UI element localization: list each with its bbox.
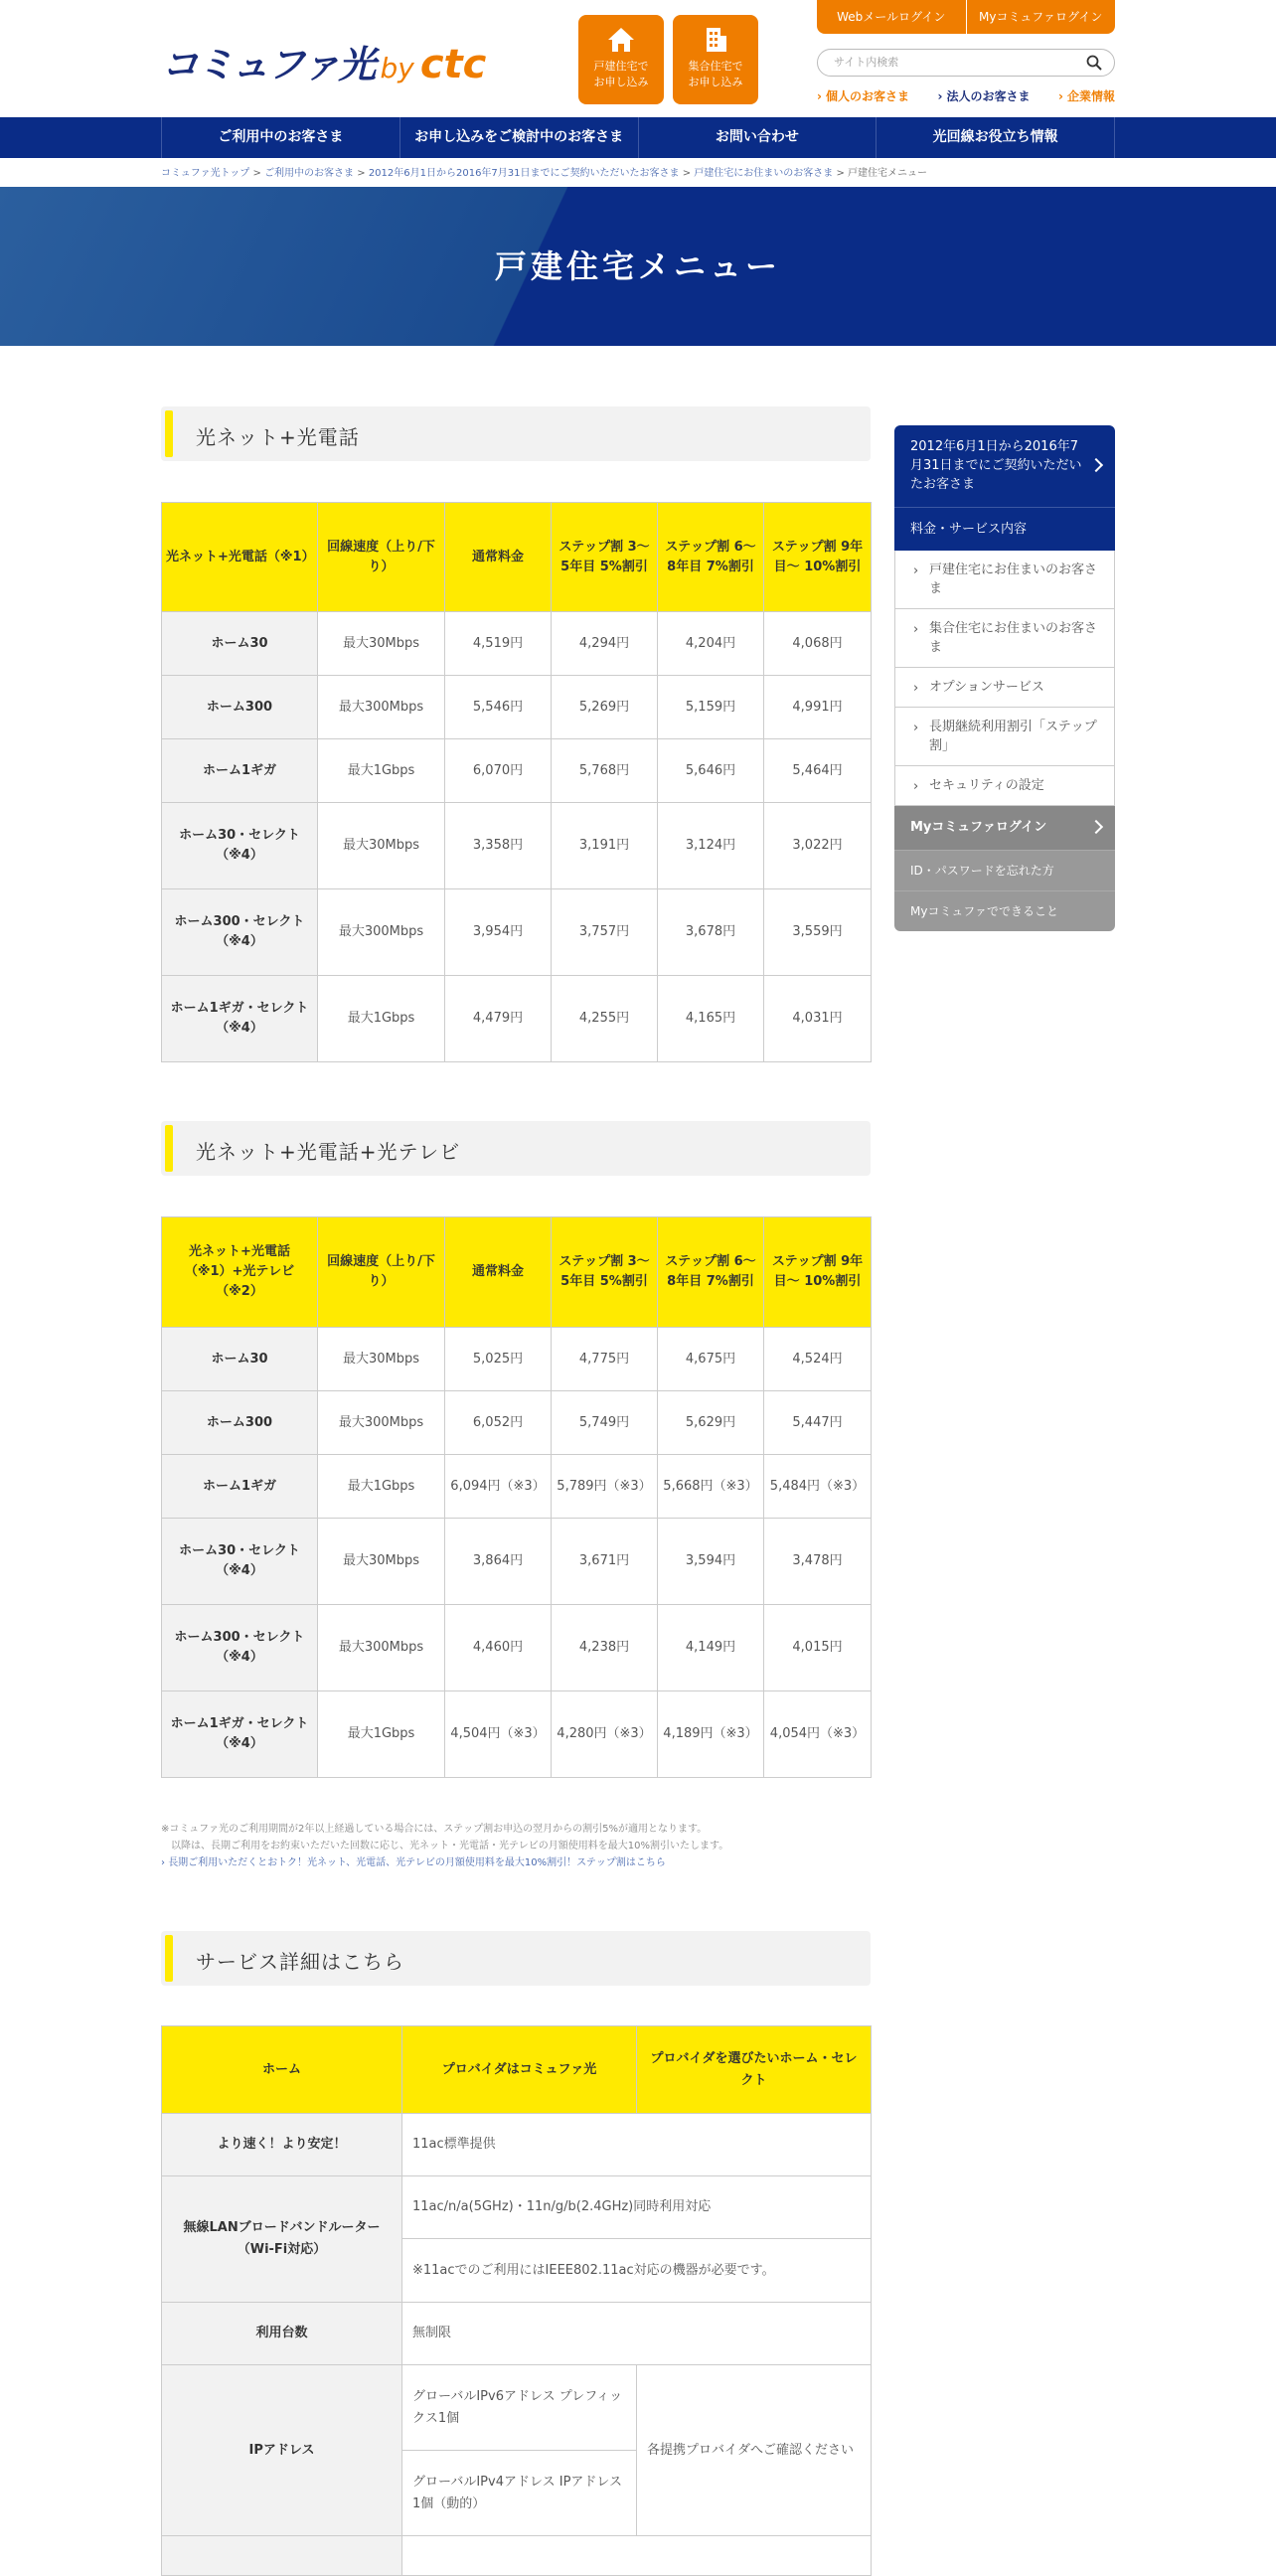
price-cell: 4,280円（※3） xyxy=(552,1691,658,1778)
breadcrumb-link[interactable]: コミュファ光トップ xyxy=(161,168,250,179)
table-cell: 各提携プロバイダへご確認ください xyxy=(637,2365,872,2536)
row-label: ホーム300・セレクト（※4） xyxy=(162,889,318,976)
table-header: ステップ割 3～5年目 5%割引 xyxy=(552,1217,658,1328)
price-cell: 最大1Gbps xyxy=(318,1455,445,1519)
section-heading xyxy=(161,1931,871,1986)
sidebar-item-label: 集合住宅にお住まいのお客さま xyxy=(929,621,1098,655)
table-header: 光ネット+光電話（※1） xyxy=(162,503,318,612)
table-header: 通常料金 xyxy=(445,1217,552,1328)
row-label: ホーム1ギガ・セレクト（※4） xyxy=(162,1691,318,1778)
apply-apartment-button[interactable] xyxy=(673,15,758,104)
chevron-right-icon: › xyxy=(913,681,919,696)
price-cell: 3,478円 xyxy=(764,1519,872,1605)
logo-main-text: コミュファ光 xyxy=(161,43,375,86)
price-cell: 最大300Mbps xyxy=(318,676,445,739)
row-label: ホーム300 xyxy=(162,1391,318,1455)
table-row xyxy=(162,976,872,1062)
price-cell: 3,358円 xyxy=(445,803,552,889)
table-header: ステップ割 9年目～ 10%割引 xyxy=(764,503,872,612)
price-cell: 4,775円 xyxy=(552,1328,658,1391)
price-cell: 最大30Mbps xyxy=(318,612,445,676)
price-cell: 4,165円 xyxy=(658,976,764,1062)
price-cell: 最大300Mbps xyxy=(318,1391,445,1455)
price-table-body xyxy=(162,1328,872,1778)
price-cell: 5,484円（※3） xyxy=(764,1455,872,1519)
corporate-customer-label: 法人のお客さま xyxy=(946,89,1031,103)
nav-prospective-customers[interactable]: お申し込みをご検討中のお客さま xyxy=(399,117,638,158)
price-cell: 最大300Mbps xyxy=(318,1605,445,1691)
price-cell: 4,149円 xyxy=(658,1605,764,1691)
sidebar-item-security[interactable] xyxy=(894,766,1115,806)
table-row xyxy=(162,1519,872,1605)
row-label: ホーム300・セレクト（※4） xyxy=(162,1605,318,1691)
my-commufa-login-button[interactable] xyxy=(894,806,1115,850)
chevron-right-icon: › xyxy=(1058,89,1063,103)
table-cell: 無制限 xyxy=(402,2303,872,2365)
price-cell: 4,479円 xyxy=(445,976,552,1062)
step-discount-link-label: 長期ご利用いただくとおトク！光ネット、光電話、光テレビの月額使用料を最大10%割引！ステップ割はこちら xyxy=(168,1857,666,1868)
price-cell: 4,255円 xyxy=(552,976,658,1062)
price-cell: 3,678円 xyxy=(658,889,764,976)
global-nav xyxy=(0,117,1276,158)
table-header: 回線速度（上り/下り） xyxy=(318,503,445,612)
row-label: 利用台数 xyxy=(162,2303,402,2365)
price-cell: 5,768円 xyxy=(552,739,658,803)
step-discount-link[interactable]: › 長期ご利用いただくとおトク！光ネット、光電話、光テレビの月額使用料を最大10%割引！ステップ割はこちら xyxy=(161,1857,666,1868)
table-row xyxy=(162,1328,872,1391)
row-label: ホーム1ギガ・セレクト（※4） xyxy=(162,976,318,1062)
chevron-right-icon xyxy=(1089,458,1103,472)
row-label: ホーム1ギガ xyxy=(162,739,318,803)
sidebar-parent-link[interactable] xyxy=(894,425,1115,507)
price-cell: 最大30Mbps xyxy=(318,803,445,889)
price-cell: 4,204円 xyxy=(658,612,764,676)
table-row xyxy=(162,739,872,803)
table-header: ホーム xyxy=(162,2026,402,2114)
row-label: ホーム30・セレクト（※4） xyxy=(162,1519,318,1605)
apply-house-line1: 戸建住宅で xyxy=(593,60,649,73)
price-cell: 4,189円（※3） xyxy=(658,1691,764,1778)
chevron-right-icon xyxy=(1089,820,1103,834)
breadcrumb-link[interactable]: 戸建住宅にお住まいのお客さま xyxy=(694,168,834,179)
price-cell: 4,238円 xyxy=(552,1605,658,1691)
price-cell: 4,675円 xyxy=(658,1328,764,1391)
table-header: ステップ割 6～8年目 7%割引 xyxy=(658,503,764,612)
chevron-right-icon: › xyxy=(817,89,822,103)
company-info-label: 企業情報 xyxy=(1066,89,1115,103)
price-cell: 4,991円 xyxy=(764,676,872,739)
apply-house-button[interactable] xyxy=(578,15,664,104)
search-placeholder: サイト内検索 xyxy=(834,56,899,69)
chevron-right-icon: › xyxy=(913,622,919,637)
my-commufa-login-link[interactable]: Myコミュファログイン xyxy=(967,0,1116,34)
table-cell: グローバルIPv4アドレス IPアドレス1個（動的） xyxy=(402,2451,637,2536)
table-cell: ※11acでのご利用にはIEEE802.11ac対応の機器が必要です。 xyxy=(402,2239,872,2303)
row-label xyxy=(162,2536,402,2576)
top-login-links xyxy=(817,0,1115,34)
login-label: Myコミュファログイン xyxy=(910,820,1047,835)
price-cell: 6,070円 xyxy=(445,739,552,803)
sidebar-item-apartment[interactable] xyxy=(894,609,1115,668)
price-cell: 3,559円 xyxy=(764,889,872,976)
corporate-customer-link[interactable] xyxy=(938,87,1031,104)
price-cell: 5,646円 xyxy=(658,739,764,803)
price-cell: 5,546円 xyxy=(445,676,552,739)
note-line: 以降は、長期ご利用をお約束いただいた回数に応じ、光ネット・光電話・光テレビの月額使用料を最大10%割引いたします。 xyxy=(171,1841,729,1852)
forgot-password-link[interactable]: ID・パスワードを忘れた方 xyxy=(894,850,1115,890)
table-header: プロバイダはコミュファ光 xyxy=(402,2026,637,2114)
site-logo[interactable] xyxy=(161,34,487,87)
sidebar-item-label: 長期継続利用割引「ステップ割」 xyxy=(929,720,1097,753)
row-label: より速く！より安定！ xyxy=(162,2114,402,2176)
table-cell xyxy=(402,2536,872,2576)
breadcrumb-current: 戸建住宅メニュー xyxy=(848,168,928,179)
row-label: ホーム300 xyxy=(162,676,318,739)
nav-contact[interactable]: お問い合わせ xyxy=(638,117,877,158)
price-cell: 4,524円 xyxy=(764,1328,872,1391)
sidebar-parent-label: 2012年6月1日から2016年7月31日までにご契約いただいたお客さま xyxy=(910,439,1082,492)
row-label: ホーム30 xyxy=(162,1328,318,1391)
table-row xyxy=(162,1455,872,1519)
row-label: ホーム30・セレクト（※4） xyxy=(162,803,318,889)
table-row xyxy=(162,889,872,976)
table-row xyxy=(162,676,872,739)
price-cell: 6,094円（※3） xyxy=(445,1455,552,1519)
nav-current-customers[interactable]: ご利用中のお客さま xyxy=(161,117,399,158)
price-cell: 4,460円 xyxy=(445,1605,552,1691)
table-header: ステップ割 3～5年目 5%割引 xyxy=(552,503,658,612)
table-cell: グローバルIPv6アドレス プレフィックス1個 xyxy=(402,2365,637,2451)
table-row xyxy=(162,612,872,676)
price-cell: 3,594円 xyxy=(658,1519,764,1605)
price-cell: 5,629円 xyxy=(658,1391,764,1455)
section-heading xyxy=(161,1121,871,1176)
section-title: サービス詳細はこちら xyxy=(196,1950,404,1974)
price-cell: 4,504円（※3） xyxy=(445,1691,552,1778)
section-heading xyxy=(161,406,871,461)
table-cell: 11ac標準提供 xyxy=(402,2114,872,2176)
price-cell: 3,864円 xyxy=(445,1519,552,1605)
price-table-body xyxy=(162,612,872,1062)
breadcrumb: コミュファ光トップ > ご利用中のお客さま > 2012年6月1日から2016年7月31日までにご契約いただいたお客さま > 戸建住宅にお住まいのお客さま > 戸建住宅メニュー xyxy=(161,168,928,179)
table-header: ステップ割 9年目～ 10%割引 xyxy=(764,1217,872,1328)
sidebar-heading: 料金・サービス内容 xyxy=(894,507,1115,551)
price-cell: 3,191円 xyxy=(552,803,658,889)
price-cell: 5,269円 xyxy=(552,676,658,739)
my-commufa-features-link[interactable]: Myコミュファでできること xyxy=(894,890,1115,931)
price-cell: 4,031円 xyxy=(764,976,872,1062)
price-cell: 最大300Mbps xyxy=(318,889,445,976)
company-info-link[interactable] xyxy=(1058,87,1115,104)
price-table-net-phone xyxy=(161,502,872,1062)
breadcrumb-link[interactable]: 2012年6月1日から2016年7月31日までにご契約いただいたお客さま xyxy=(368,168,680,179)
chevron-right-icon: › xyxy=(913,721,919,735)
price-cell: 3,022円 xyxy=(764,803,872,889)
chevron-right-icon: › xyxy=(937,89,943,103)
price-cell: 5,025円 xyxy=(445,1328,552,1391)
sidebar-item-step-discount[interactable] xyxy=(894,708,1115,766)
individual-customer-label: 個人のお客さま xyxy=(825,89,909,103)
price-cell: 3,124円 xyxy=(658,803,764,889)
building-icon xyxy=(701,25,730,55)
row-label: ホーム1ギガ xyxy=(162,1455,318,1519)
price-cell: 5,447円 xyxy=(764,1391,872,1455)
section-title: 光ネット+光電話+光テレビ xyxy=(196,1140,461,1164)
table-header: ステップ割 6～8年目 7%割引 xyxy=(658,1217,764,1328)
site-search-input[interactable] xyxy=(817,49,1115,77)
price-cell: 5,668円（※3） xyxy=(658,1455,764,1519)
table-header: 回線速度（上り/下り） xyxy=(318,1217,445,1328)
sidebar-item-house[interactable] xyxy=(894,551,1115,609)
price-cell: 5,464円 xyxy=(764,739,872,803)
table-row xyxy=(162,803,872,889)
apply-apartment-line1: 集合住宅で xyxy=(688,60,743,73)
row-label: ホーム30 xyxy=(162,612,318,676)
price-cell: 5,159円 xyxy=(658,676,764,739)
note-line: ※コミュファ光のご利用期間が2年以上経過している場合には、ステップ割お申込の翌月からの割引5%が適用となります。 xyxy=(161,1824,708,1835)
section-title: 光ネット+光電話 xyxy=(196,425,360,449)
price-cell: 3,757円 xyxy=(552,889,658,976)
price-cell: 4,294円 xyxy=(552,612,658,676)
service-detail-table xyxy=(161,2025,872,2576)
price-cell: 5,749円 xyxy=(552,1391,658,1455)
chevron-right-icon: › xyxy=(913,779,919,794)
price-cell: 4,054円（※3） xyxy=(764,1691,872,1778)
page-hero xyxy=(0,187,1276,346)
price-cell: 6,052円 xyxy=(445,1391,552,1455)
table-header: プロバイダを選びたいホーム・セレクト xyxy=(637,2026,872,2114)
price-cell: 5,789円（※3） xyxy=(552,1455,658,1519)
sidebar-item-options[interactable] xyxy=(894,668,1115,708)
search-icon[interactable] xyxy=(1086,55,1102,71)
notes xyxy=(161,1821,728,1871)
table-row xyxy=(162,1691,872,1778)
house-icon xyxy=(606,25,636,55)
table-header: 光ネット+光電話（※1）+光テレビ（※2） xyxy=(162,1217,318,1328)
segment-links xyxy=(817,87,1115,104)
row-label: IPアドレス xyxy=(162,2365,402,2536)
logo-ctc-text: ctc xyxy=(419,42,487,87)
price-cell: 4,015円 xyxy=(764,1605,872,1691)
price-cell: 最大1Gbps xyxy=(318,739,445,803)
chevron-right-icon: › xyxy=(913,564,919,578)
apply-house-line2: お申し込み xyxy=(593,76,649,88)
price-cell: 4,068円 xyxy=(764,612,872,676)
logo-by-text: by xyxy=(380,52,414,84)
price-table-net-phone-tv xyxy=(161,1216,872,1778)
page-title: 戸建住宅メニュー xyxy=(494,247,781,285)
table-row xyxy=(162,1605,872,1691)
sidebar-item-label: セキュリティの設定 xyxy=(929,778,1044,793)
apply-apartment-line2: お申し込み xyxy=(688,76,743,88)
nav-useful-info[interactable]: 光回線お役立ち情報 xyxy=(876,117,1115,158)
webmail-login-link[interactable]: Webメールログイン xyxy=(817,0,967,34)
price-cell: 4,519円 xyxy=(445,612,552,676)
row-label: 無線LANブロードバンドルーター（Wi-Fi対応） xyxy=(162,2176,402,2303)
sidebar-menu xyxy=(894,425,1115,931)
individual-customer-link[interactable] xyxy=(817,87,909,104)
price-cell: 最大30Mbps xyxy=(318,1328,445,1391)
breadcrumb-link[interactable]: ご利用中のお客さま xyxy=(264,168,355,179)
price-cell: 最大30Mbps xyxy=(318,1519,445,1605)
sidebar-item-label: 戸建住宅にお住まいのお客さま xyxy=(929,563,1098,596)
table-cell: 11ac/n/a(5GHz)・11n/g/b(2.4GHz)同時利用対応 xyxy=(402,2176,872,2239)
price-cell: 最大1Gbps xyxy=(318,1691,445,1778)
table-header: 通常料金 xyxy=(445,503,552,612)
price-cell: 3,671円 xyxy=(552,1519,658,1605)
price-cell: 3,954円 xyxy=(445,889,552,976)
sidebar-item-label: オプションサービス xyxy=(929,680,1044,695)
site-header xyxy=(0,0,1276,117)
table-row xyxy=(162,1391,872,1455)
price-cell: 最大1Gbps xyxy=(318,976,445,1062)
